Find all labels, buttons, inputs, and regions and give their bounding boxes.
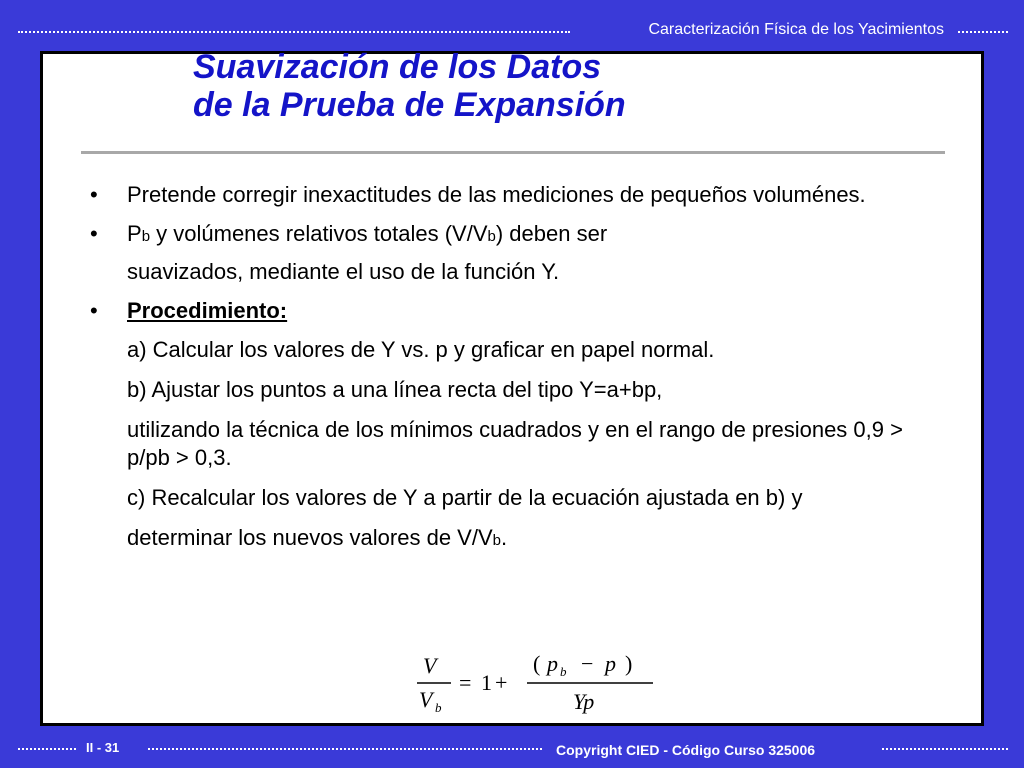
formula-lhs-denominator: V xyxy=(419,687,433,712)
bullet-item-1 xyxy=(90,181,950,209)
top-dotted-line-right xyxy=(958,31,1008,33)
bottom-dotted-line-1 xyxy=(18,748,76,750)
formula-plus: + xyxy=(495,670,508,695)
bullet-text-2-mid: y volúmenes relativos totales (V/V xyxy=(150,221,488,246)
bullet-item-3 xyxy=(90,297,950,325)
step-c-continuation xyxy=(90,524,950,555)
bullet-text-1: Pretende corregir inexactitudes de las mediciones de pequeños voluménes. xyxy=(127,182,866,207)
bullet-2-continuation: suavizados, mediante el uso de la función Y. xyxy=(127,259,560,284)
step-c-cont-main: determinar los nuevos valores de V/V xyxy=(127,525,493,550)
bullet-text-2-sub2: b xyxy=(487,228,496,245)
slide-title-line1: Suavización de los Datos xyxy=(193,48,602,86)
step-b-continuation: utilizando la técnica de los mínimos cuadrados y en el rango de presiones 0,9 > p/pb > 0,3. xyxy=(127,417,903,470)
bullet-marker: • xyxy=(90,221,98,246)
bullet-item-2 xyxy=(90,220,950,251)
bullet-text-2-end: ) deben ser xyxy=(495,221,608,246)
bullet-marker: • xyxy=(90,298,98,323)
bottom-dotted-line-3 xyxy=(882,748,1008,750)
bullet-text-2-p: P xyxy=(127,221,142,246)
course-title: Caracterización Física de los Yacimientos xyxy=(648,21,944,38)
slide-body xyxy=(90,181,950,566)
formula-rhs-p2: p xyxy=(605,651,616,676)
step-c-cont-end: . xyxy=(500,525,508,550)
top-dotted-line-left xyxy=(18,31,570,33)
page-number: II - 31 xyxy=(86,740,120,755)
smoothing-formula xyxy=(413,649,663,719)
slide-title-line2: de la Prueba de Expansión xyxy=(193,86,626,124)
slide-title xyxy=(193,48,626,124)
bullet-marker: • xyxy=(90,182,98,207)
step-b: b) Ajustar los puntos a una línea recta del tipo Y=a+bp, xyxy=(127,377,663,402)
title-divider xyxy=(81,151,945,154)
formula-rhs-close-paren: ) xyxy=(625,651,633,676)
bullet-text-2-sub: b xyxy=(141,228,151,245)
bottom-dotted-line-2 xyxy=(148,748,542,750)
step-c: c) Recalcular los valores de Y a partir de la ecuación ajustada en b) y xyxy=(127,485,803,510)
formula-equals: = xyxy=(459,670,472,695)
formula-rhs-p-sub: b xyxy=(560,664,567,679)
formula-lhs-numerator: V xyxy=(423,653,437,678)
step-c-cont-sub: b xyxy=(492,532,501,549)
formula-rhs-denominator: Yp xyxy=(573,689,595,714)
formula-rhs-open-paren: ( xyxy=(533,651,541,676)
formula-one: 1 xyxy=(481,670,492,695)
slide-content xyxy=(40,48,984,726)
step-a: a) Calcular los valores de Y vs. p y graficar en papel normal. xyxy=(127,337,715,362)
copyright-notice: Copyright CIED - Código Curso 325006 xyxy=(556,742,816,758)
formula-rhs-p: p xyxy=(547,651,558,676)
formula-lhs-denominator-sub: b xyxy=(435,700,442,715)
formula-rhs-minus: − xyxy=(581,651,594,676)
procedure-heading: Procedimiento: xyxy=(127,298,288,323)
